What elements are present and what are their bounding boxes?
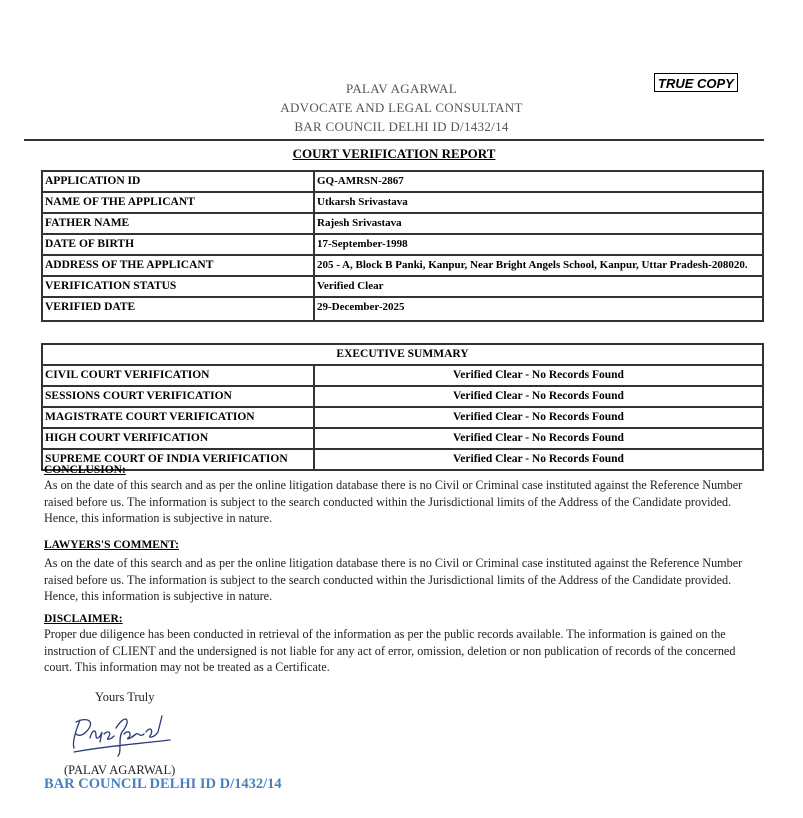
signature-image xyxy=(66,708,176,758)
detail-label: APPLICATION ID xyxy=(42,171,314,192)
table-row xyxy=(42,297,763,321)
summary-value: Verified Clear - No Records Found xyxy=(314,428,763,449)
advocate-bar-id: BAR COUNCIL DELHI ID D/1432/14 xyxy=(294,119,509,134)
table-row xyxy=(42,276,763,297)
applicant-details-table xyxy=(41,170,764,322)
detail-label: FATHER NAME xyxy=(42,213,314,234)
detail-value: 29-December-2025 xyxy=(314,297,763,321)
detail-value: 205 - A, Block B Panki, Kanpur, Near Bright Angels School, Kanpur, Uttar Pradesh-208020. xyxy=(314,255,763,276)
summary-label: CIVIL COURT VERIFICATION xyxy=(42,365,314,386)
detail-value: Rajesh Srivastava xyxy=(314,213,763,234)
disclaimer-section xyxy=(44,613,756,676)
summary-value: Verified Clear - No Records Found xyxy=(314,449,763,470)
conclusion-section xyxy=(44,464,756,527)
detail-value: 17-September-1998 xyxy=(314,234,763,255)
table-row xyxy=(42,407,763,428)
detail-value: Verified Clear xyxy=(314,276,763,297)
table-row xyxy=(42,255,763,276)
table-row xyxy=(42,213,763,234)
true-copy-stamp: TRUE COPY xyxy=(654,73,738,92)
detail-value: Utkarsh Srivastava xyxy=(314,192,763,213)
report-title: COURT VERIFICATION REPORT xyxy=(292,146,496,161)
summary-value: Verified Clear - No Records Found xyxy=(314,365,763,386)
summary-value: Verified Clear - No Records Found xyxy=(314,386,763,407)
summary-label: HIGH COURT VERIFICATION xyxy=(42,428,314,449)
summary-label: MAGISTRATE COURT VERIFICATION xyxy=(42,407,314,428)
closing-salutation: Yours Truly xyxy=(95,690,155,704)
table-row xyxy=(42,386,763,407)
table-row xyxy=(42,234,763,255)
disclaimer-heading: DISCLAIMER: xyxy=(44,613,123,625)
table-row xyxy=(42,428,763,449)
detail-label: ADDRESS OF THE APPLICANT xyxy=(42,255,314,276)
disclaimer-text: Proper due diligence has been conducted in retrieval of the information as per the public records available. The information is gained on the instruction of CLIENT and the undersigned is not liable for any act of error, omission, deletion or non publication of records of the concerned court. This information may not be treated as a Certificate. xyxy=(44,627,736,674)
summary-label: SESSIONS COURT VERIFICATION xyxy=(42,386,314,407)
conclusion-text: As on the date of this search and as per the online litigation database there is no Civil or Criminal case instituted against the Reference Number raised before us. The information is subject to the search conducted within the Jurisdictional limits of the Address of the Candidate provided. Hence, this information is subjective in nature. xyxy=(44,478,743,525)
detail-label: VERIFIED DATE xyxy=(42,297,314,321)
detail-label: NAME OF THE APPLICANT xyxy=(42,192,314,213)
signatory-bar-id: BAR COUNCIL DELHI ID D/1432/14 xyxy=(44,776,282,792)
table-row xyxy=(42,365,763,386)
signatory-name: (PALAV AGARWAL) xyxy=(64,763,176,777)
conclusion-heading: CONCLUSION: xyxy=(44,464,126,476)
table-row xyxy=(42,192,763,213)
executive-summary-table xyxy=(41,343,764,471)
summary-title: EXECUTIVE SUMMARY xyxy=(42,344,763,365)
header-divider xyxy=(24,139,764,141)
table-row xyxy=(42,171,763,192)
table-row xyxy=(42,344,763,365)
summary-label: SUPREME COURT OF INDIA VERIFICATION xyxy=(42,449,314,470)
lawyers-comment-section xyxy=(44,539,756,605)
lawyers-comment-text: As on the date of this search and as per the online litigation database there is no Civil or Criminal case instituted against the Reference Number raised before us. The information is subject to the search conducted within the Jurisdictional limits of the Address of the Candidate provided. Hence, this information is subjective in nature. xyxy=(44,556,743,603)
advocate-name: PALAV AGARWAL xyxy=(346,81,457,96)
summary-value: Verified Clear - No Records Found xyxy=(314,407,763,428)
detail-value: GQ-AMRSN-2867 xyxy=(314,171,763,192)
advocate-role: ADVOCATE AND LEGAL CONSULTANT xyxy=(280,100,523,115)
detail-label: VERIFICATION STATUS xyxy=(42,276,314,297)
detail-label: DATE OF BIRTH xyxy=(42,234,314,255)
lawyers-comment-heading: LAWYERS'S COMMENT: xyxy=(44,539,179,551)
